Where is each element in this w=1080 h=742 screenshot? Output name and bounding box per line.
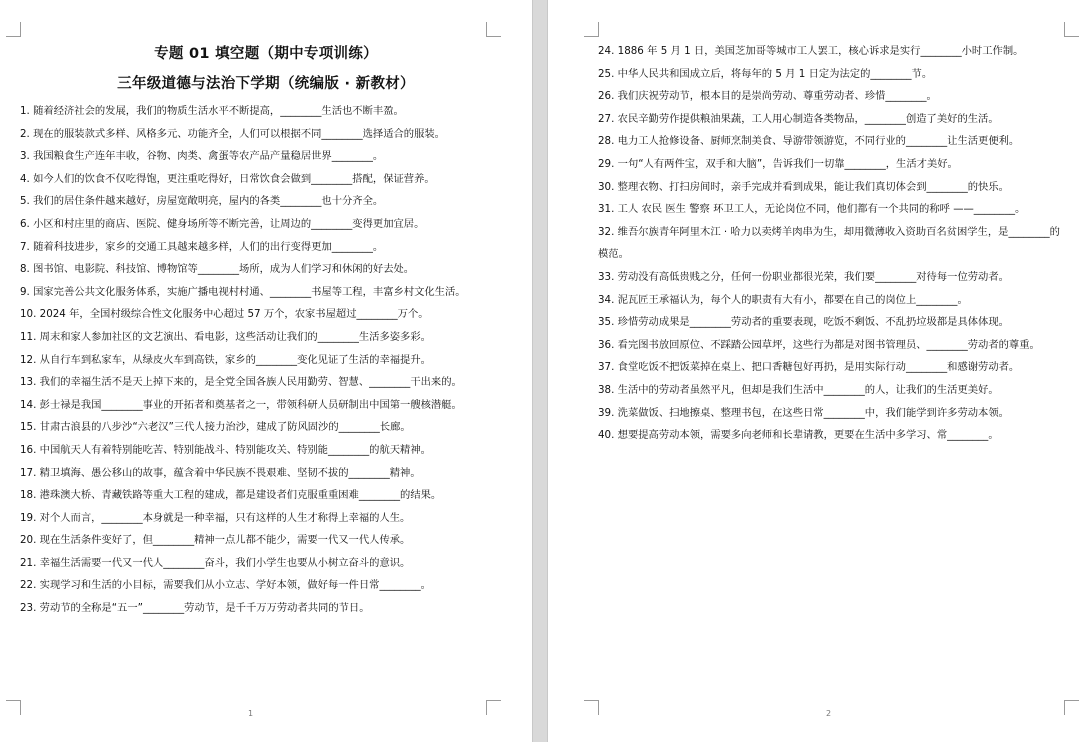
question-item: 23. 劳动节的全称是“五一”________劳动节，是千千万万劳动者共同的节日。 bbox=[20, 602, 370, 615]
question-item: 4. 如今人们的饮食不仅吃得饱，更注重吃得好，日常饮食会做到________搭配，保证营养。 bbox=[20, 172, 435, 185]
question-item: 22. 实现学习和生活的小目标，需要我们从小立志、学好本领，做好每一件日常________。 bbox=[20, 579, 431, 592]
page-corner-mark bbox=[584, 22, 599, 37]
question-item: 33. 劳动没有高低贵贱之分，任何一份职业都很光荣，我们要________对待每一位劳动者。 bbox=[598, 270, 1009, 283]
page-corner-mark bbox=[486, 22, 501, 37]
question-item: 25. 中华人民共和国成立后，将每年的 5 月 1 日定为法定的________节。 bbox=[598, 67, 933, 80]
question-item: 21. 幸福生活需要一代又一代人________奋斗，我们小学生也要从小树立奋斗的意识。 bbox=[20, 556, 411, 569]
question-item: 10. 2024 年，全国村级综合性文化服务中心超过 57 万个，农家书屋超过________万个。 bbox=[20, 308, 429, 321]
page-gutter bbox=[532, 0, 548, 742]
question-item: 7. 随着科技进步，家乡的交通工具越来越多样，人们的出行变得更加________。 bbox=[20, 240, 384, 253]
question-item: 39. 洗菜做饭、扫地擦桌、整理书包，在这些日常________中，我们能学到许多劳动本领。 bbox=[598, 406, 1009, 419]
page-corner-mark bbox=[486, 700, 501, 715]
question-item: 26. 我们庆祝劳动节，根本目的是崇尚劳动、尊重劳动者、珍惜________。 bbox=[598, 90, 937, 103]
page-corner-mark bbox=[6, 22, 21, 37]
question-item: 13. 我们的幸福生活不是天上掉下来的，是全党全国各族人民用勤劳、智慧、________干出来的。 bbox=[20, 376, 462, 389]
document-page-2 bbox=[548, 0, 1080, 742]
question-item: 28. 电力工人抢修设备、厨师烹制美食、导游带领游览，不同行业的________让生活更便利。 bbox=[598, 135, 1020, 148]
question-item: 30. 整理衣物、打扫房间时，亲手完成并看到成果，能让我们真切体会到________的快乐。 bbox=[598, 180, 1009, 193]
question-item: 32. 维吾尔族青年阿里木江 · 哈力以卖烤羊肉串为生，却用微薄收入资助百名贫困学生，是________的模范。 bbox=[598, 225, 1060, 261]
page-number: 1 bbox=[248, 709, 254, 718]
question-item: 11. 周末和家人参加社区的文艺演出、看电影，这些活动让我们的________生活多姿多彩。 bbox=[20, 330, 431, 343]
question-item: 1. 随着经济社会的发展，我们的物质生活水平不断提高，________生活也不断丰盈。 bbox=[20, 105, 404, 117]
question-item: 9. 国家完善公共文化服务体系，实施广播电视村村通、________书屋等工程，丰富乡村文化生活。 bbox=[20, 285, 466, 298]
question-item: 27. 农民辛勤劳作提供粮油果蔬，工人用心制造各类物品，________创造了美好的生活。 bbox=[598, 112, 999, 125]
question-item: 17. 精卫填海、愚公移山的故事，蕴含着中华民族不畏艰难、坚韧不拔的________精神。 bbox=[20, 466, 421, 479]
question-item: 35. 珍惜劳动成果是________劳动者的重要表现，吃饭不剩饭、不乱扔垃圾都是具体体现。 bbox=[598, 316, 1009, 329]
question-item: 29. 一句“人有两件宝，双手和大脑”，告诉我们一切靠________，生活才美好。 bbox=[598, 157, 958, 170]
page-corner-mark bbox=[1064, 22, 1079, 37]
question-item: 18. 港珠澳大桥、青藏铁路等重大工程的建成，都是建设者们克服重重困难________的结果。 bbox=[20, 489, 442, 502]
question-item: 6. 小区和村庄里的商店、医院、健身场所等不断完善，让周边的________变得更加宜居。 bbox=[20, 217, 425, 230]
question-item: 19. 对个人而言，________本身就是一种幸福，只有这样的人生才称得上幸福的人生。 bbox=[20, 511, 411, 524]
question-item: 16. 中国航天人有着特别能吃苦、特别能战斗、特别能攻关、特别能________的航天精神。 bbox=[20, 443, 431, 456]
question-item: 34. 泥瓦匠王承福认为，每个人的职责有大有小，都要在自己的岗位上________。 bbox=[598, 293, 968, 306]
question-item: 24. 1886 年 5 月 1 日，美国芝加哥等城市工人罢工，核心诉求是实行________小时工作制。 bbox=[598, 45, 1024, 57]
question-item: 37. 食堂吃饭不把饭菜掉在桌上、把口香糖包好再扔，是用实际行动________和感谢劳动者。 bbox=[598, 361, 1020, 374]
question-item: 40. 想要提高劳动本领，需要多向老师和长辈请教，更要在生活中多学习、常________。 bbox=[598, 429, 999, 442]
page-corner-mark bbox=[1064, 700, 1079, 715]
page-corner-mark bbox=[584, 700, 599, 715]
question-item: 20. 现在生活条件变好了，但________精神一点儿都不能少，需要一代又一代人传承。 bbox=[20, 534, 411, 547]
page-number: 2 bbox=[826, 709, 832, 718]
question-item: 31. 工人 农民 医生 警察 环卫工人，无论岗位不同，他们都有一个共同的称呼 ——________。 bbox=[598, 203, 1026, 216]
question-list bbox=[598, 40, 1060, 447]
question-item: 5. 我们的居住条件越来越好，房屋宽敞明亮，屋内的各类________也十分齐全。 bbox=[20, 195, 384, 208]
document-subtitle: 三年级道德与法治下学期（统编版 · 新教材） bbox=[117, 76, 415, 92]
question-item: 38. 生活中的劳动者虽然平凡，但却是我们生活中________的人，让我们的生活更美好。 bbox=[598, 383, 999, 396]
question-item: 12. 从自行车到私家车，从绿皮火车到高铁，家乡的________变化见证了生活的幸福提升。 bbox=[20, 353, 431, 366]
question-item: 3. 我国粮食生产连年丰收，谷物、肉类、禽蛋等农产品产量稳居世界________。 bbox=[20, 150, 384, 163]
document-title: 专题 01 填空题（期中专项训练） bbox=[154, 46, 378, 62]
question-list bbox=[20, 100, 486, 620]
page-corner-mark bbox=[6, 700, 21, 715]
question-item: 15. 甘肃古浪县的八步沙“六老汉”三代人接力治沙，建成了防风固沙的________长廊。 bbox=[20, 421, 411, 434]
question-item: 2. 现在的服装款式多样、风格多元、功能齐全，人们可以根据不同________选择适合的服装。 bbox=[20, 127, 445, 140]
question-item: 8. 图书馆、电影院、科技馆、博物馆等________场所，成为人们学习和休闲的好去处。 bbox=[20, 263, 415, 276]
question-item: 36. 看完图书放回原位、不踩踏公园草坪，这些行为都是对图书管理员、________劳动者的尊重。 bbox=[598, 338, 1040, 351]
question-item: 14. 彭士禄是我国________事业的开拓者和奠基者之一，带领科研人员研制出中国第一艘核潜艇。 bbox=[20, 398, 462, 411]
document-page-1 bbox=[0, 0, 532, 742]
